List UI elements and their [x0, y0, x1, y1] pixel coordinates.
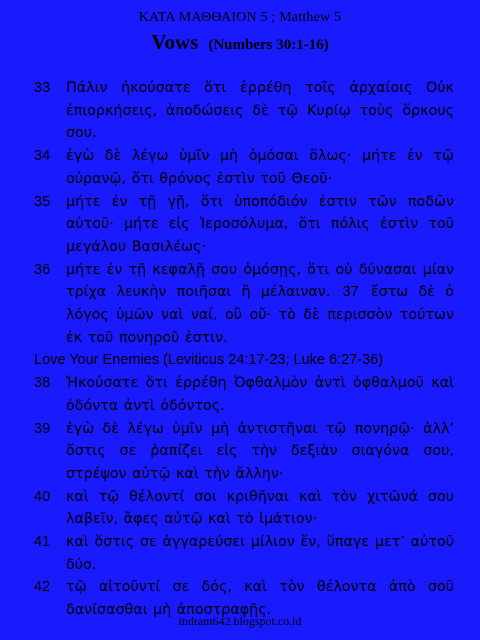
- verse: [34, 531, 454, 576]
- verse-text: Πάλιν ἠκούσατε ὅτι ἐρρέθη τοῖς ἀρχαίοις Οὐκ ἐπιορκήσεις, ἀποδώσεις δὲ τῷ Κυρίῳ τοὺς ὅρκους σου.: [66, 80, 454, 142]
- section-heading: Love Your Enemies (Leviticus 24:17-23; Luke 6:27-36): [34, 352, 384, 369]
- verse-text: ἐγὼ δὲ λέγω ὑμῖν μὴ ἀντιστῆναι τῷ πονηρῷ· ἀλλ’ ὅστις σε ῥαπίζει εἰς τὴν δεξιὰν σιαγόνα σου, στρέψον αὐτῷ καὶ τὴν ἄλλην·: [66, 420, 454, 482]
- verse: [34, 191, 454, 259]
- verse-number: 38: [34, 375, 51, 392]
- verse-text: ἐγὼ δὲ λέγω ὑμῖν μὴ ὀμόσαι ὅλως· μήτε ἐν τῷ οὐρανῷ, ὅτι θρόνος ἐστὶν τοῦ Θεοῦ·: [66, 148, 454, 187]
- verse-text: καὶ τῷ θέλοντί σοι κριθῆναι καὶ τὸν χιτῶνά σου λαβεῖν, ἄφες αὐτῷ καὶ τὸ ἱμάτιον·: [66, 488, 454, 528]
- verse-text: μήτε ἐν τῇ κεφαλῇ σου ὀμόσῃς, ὅτι οὐ δύνασαι μίαν τρίχα λευκὴν ποιῆσαι ἢ μέλαιναν.: [66, 261, 454, 301]
- verse-text: μήτε ἐν τῇ γῇ, ὅτι ὑποπόδιόν ἐστιν τῶν ποδῶν αὐτοῦ· μήτε εἰς Ἱεροσόλυμα, ὅτι πόλις ἐστὶν τοῦ μεγάλου Βασιλέως·: [66, 193, 454, 255]
- verse-number: 36: [34, 261, 51, 278]
- verse: [34, 372, 454, 417]
- verse-text: ἔστω δὲ ὁ λόγος ὑμῶν ναὶ ναί, οὒ οὔ· τὸ δὲ περισσὸν τούτων ἐκ τοῦ πονηροῦ ἐστιν.: [66, 284, 454, 346]
- verse-number: 41: [34, 534, 51, 551]
- verse: [34, 259, 454, 350]
- verse-number: 35: [34, 193, 51, 210]
- page-title-line: [0, 10, 480, 26]
- section-title: Vows: [151, 30, 199, 54]
- section-reference: (Numbers 30:1-16): [208, 37, 329, 53]
- verse-number: 40: [34, 488, 51, 505]
- section-title-line: [0, 30, 480, 55]
- verse: [34, 486, 454, 531]
- verse: [34, 77, 454, 145]
- verse: [34, 418, 454, 486]
- verse-text: Ἠκούσατε ὅτι ἐρρέθη Ὀφθαλμὸν ἀντὶ ὀφθαλμοῦ καὶ ὀδόντα ἀντὶ ὀδόντος.: [66, 375, 454, 414]
- verse-number: 33: [34, 80, 51, 96]
- footer-url: indram642.blogspot.co.id: [178, 614, 302, 628]
- page-title: ΚΑΤΑ ΜΑΘΘΑΙΟΝ 5 ; Matthew 5: [138, 10, 342, 25]
- verse-number: 34: [34, 148, 51, 165]
- verse-text: καὶ ὅστις σε ἀγγαρεύσει μίλιον ἕν, ὕπαγε μετ’ αὐτοῦ δύο.: [66, 534, 454, 573]
- verse-number: 42: [34, 579, 51, 596]
- scripture-body: [34, 77, 454, 622]
- verse-number: 39: [34, 420, 51, 437]
- inline-verse-number: 37: [342, 284, 359, 301]
- verse: [34, 145, 454, 190]
- verse-text: τῷ αἰτοῦντί σε δός, καὶ τὸν θέλοντα ἀπὸ σοῦ δανίσασθαι μὴ ἀποστραφῇς.: [66, 579, 454, 619]
